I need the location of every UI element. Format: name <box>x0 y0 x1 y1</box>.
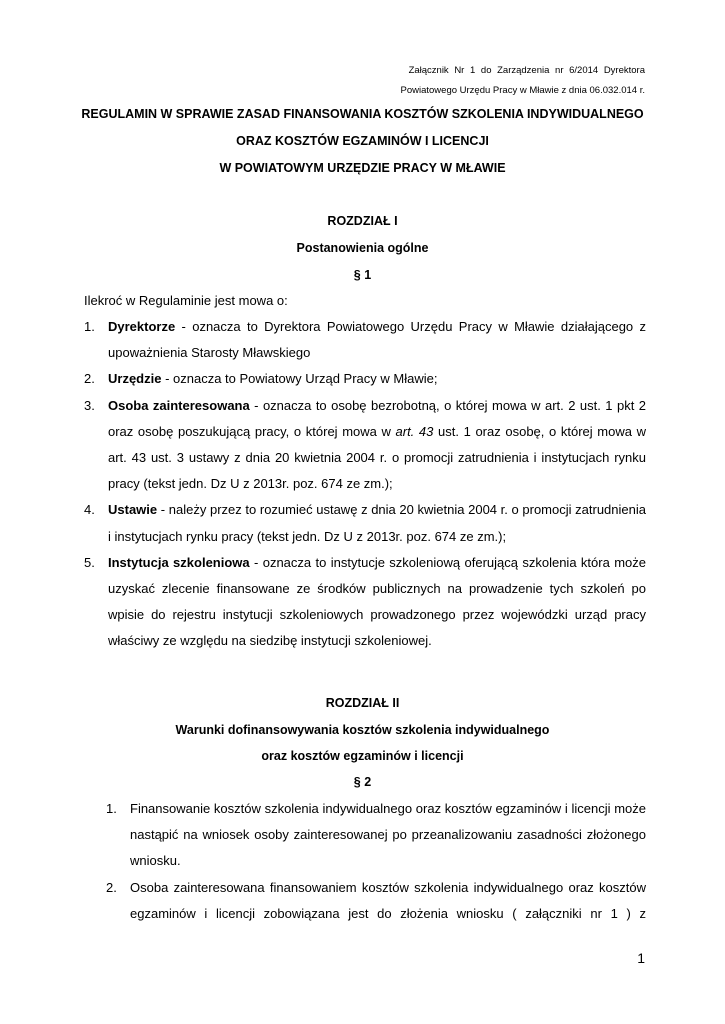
list-item <box>84 314 646 366</box>
item-text <box>108 366 646 392</box>
document-title-line3: W POWIATOWYM URZĘDZIE PRACY W MŁAWIE <box>219 161 506 175</box>
item-text: Osoba zainteresowana finansowaniem kosztów szkolenia indywidualnego oraz kosztów egzaminów i licencji zobowiązana jest do złożenia wniosku ( załączniki nr 1 ) z <box>130 879 646 921</box>
list-item <box>84 550 646 655</box>
item-definition: - oznacza to instytucje szkoleniową oferującą szkolenia która może uzyskać zlecenie finansowane ze środków publicznych na prowadzenie tych szkoleń po wpisie do rejestru instytucji szkoleniowych prowadzonego przez wojewódzki urząd pracy właściwy ze względu na siedzibę instytucji szkoleniowej. <box>108 554 646 649</box>
item-number: 2. <box>84 371 95 387</box>
page-number: 1 <box>637 950 645 966</box>
item-definition-part1: - oznacza to osobę bezrobotną, o której mowa w art. 2 ust. 1 pkt 2 oraz osobę poszukującą pracy, o której mowa w <box>108 397 646 439</box>
item-term: Instytucja szkoleniowa <box>108 554 250 570</box>
chapter2-heading: ROZDZIAŁ II <box>325 696 400 710</box>
document-title-line1: REGULAMIN W SPRAWIE ZASAD FINANSOWANIA KOSZTÓW SZKOLENIA INDYWIDUALNEGO <box>81 107 644 121</box>
item-term: Osoba zainteresowana <box>108 397 250 413</box>
chapter1-subtitle: Postanowienia ogólne <box>296 241 429 255</box>
chapter2-paragraph-mark: § 2 <box>353 775 372 789</box>
document-title-line2: ORAZ KOSZTÓW EGZAMINÓW I LICENCJI <box>236 134 489 148</box>
item-text: Finansowanie kosztów szkolenia indywidualnego oraz kosztów egzaminów i licencji może nastąpić na wniosek osoby zainteresowanej po przeanalizowaniu zasadności złożonego wniosku. <box>130 801 646 869</box>
chapter2-subtitle-line1: Warunki dofinansowywania kosztów szkolenia indywidualnego <box>175 723 550 737</box>
item-term: Urzędzie <box>108 371 162 387</box>
item-term: Dyrektorze <box>108 319 176 334</box>
item-number: 1. <box>84 319 95 334</box>
item-definition: - należy przez to rozumieć ustawę z dnia 20 kwietnia 2004 r. o promocji zatrudnienia i instytucjach rynku pracy (tekst jedn. Dz U z 2013r. poz. 674 ze zm.); <box>108 502 646 544</box>
item-text <box>108 497 646 549</box>
item-text <box>108 393 646 498</box>
item-number: 1. <box>106 801 117 816</box>
list-item <box>106 796 646 875</box>
item-text <box>108 550 646 655</box>
chapter1-heading: ROZDZIAŁ I <box>327 214 398 228</box>
attachment-note-line2: Powiatowego Urzędu Pracy w Mławie z dnia 06.032.014 r. <box>400 85 645 96</box>
item-number: 3. <box>84 397 95 413</box>
list-item <box>84 497 646 549</box>
chapter1-paragraph-mark: § 1 <box>353 268 372 282</box>
item-number: 4. <box>84 502 95 518</box>
item-italic-ref: art. 43 <box>395 423 434 439</box>
item-definition: - oznacza to Powiatowy Urząd Pracy w Mławie; <box>161 371 438 387</box>
item-term: Ustawie <box>108 502 158 518</box>
attachment-note-line1: Załącznik Nr 1 do Zarządzenia nr 6/2014 Dyrektora <box>408 65 645 76</box>
list-item <box>84 366 646 392</box>
item-definition-part2: ust. 1 oraz osobę, o której mowa w art. 43 ust. 3 ustawy z dnia 20 kwietnia 2004 r. o promocji zatrudnienia i instytucjach rynku pracy (tekst jedn. Dz U z 2013r. poz. 674 ze zm.); <box>108 423 646 492</box>
item-number: 5. <box>84 554 95 570</box>
list-item <box>106 875 646 927</box>
conditions-list <box>106 796 646 927</box>
definitions-list <box>84 314 646 655</box>
chapter2-subtitle-line2: oraz kosztów egzaminów i licencji <box>261 749 464 763</box>
list-item <box>84 393 646 498</box>
item-definition: - oznacza to Dyrektora Powiatowego Urzędu Pracy w Mławie działającego z upoważnienia Starosty Mławskiego <box>108 319 646 361</box>
item-number: 2. <box>106 879 117 895</box>
chapter1-intro: Ilekroć w Regulaminie jest mowa o: <box>84 293 288 308</box>
item-text <box>108 314 646 366</box>
